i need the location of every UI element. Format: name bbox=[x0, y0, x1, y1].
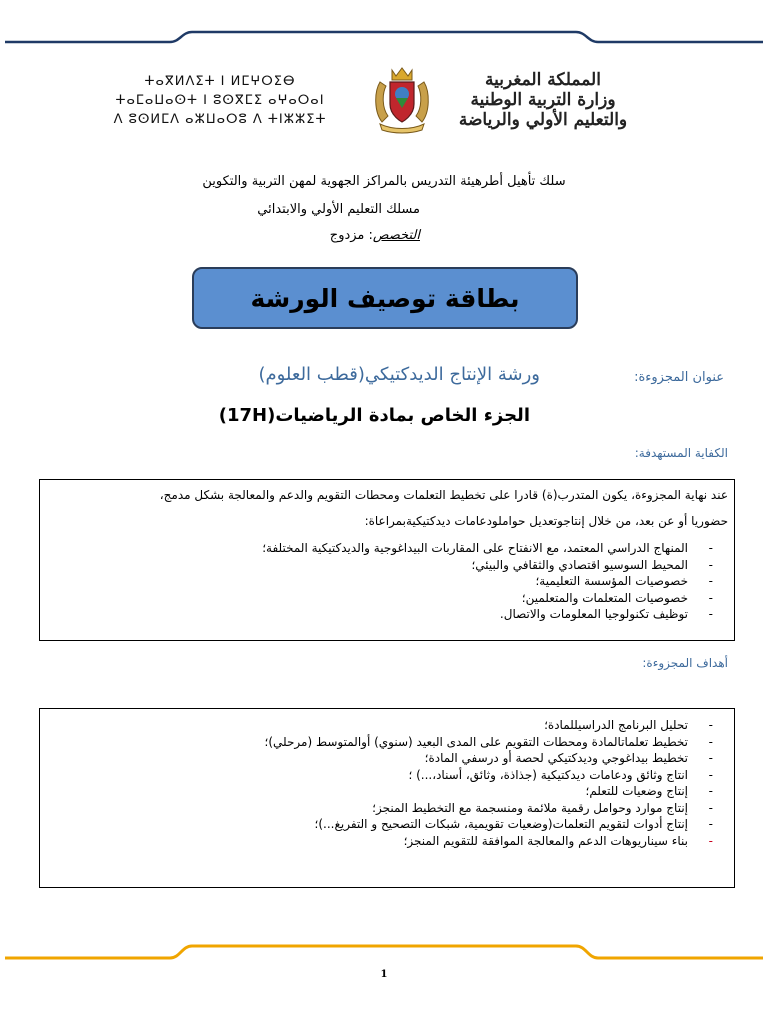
ministry-tz-line-3: ⴷ ⵓⵙⵍⵎⴷ ⴰⵣⵡⴰⵔⵓ ⴷ ⵜⵏⵣⵣⵉⵜ bbox=[113, 112, 327, 127]
competence-list bbox=[46, 540, 728, 623]
objectives-list bbox=[46, 717, 728, 849]
list-item: - توظيف تكنولوجيا المعلومات والاتصال. bbox=[499, 607, 713, 621]
card-title-box bbox=[192, 267, 578, 329]
list-item: - إنتاج وضعيات للتعلم؛ bbox=[585, 784, 713, 798]
program-line-1: سلك تأهيل أطرهيئة التدريس بالمراكز الجهوية لمهن التربية والتكوين bbox=[202, 174, 566, 189]
ministry-tz-line-2: ⵜⴰⵎⴰⵡⴰⵙⵜ ⵏ ⵓⵙⴳⵎⵉ ⴰⵖⴰⵔⴰⵏ bbox=[115, 93, 325, 108]
list-item: - تحليل البرنامج الدراسيللمادة؛ bbox=[544, 718, 713, 732]
competence-box bbox=[39, 479, 735, 641]
ministry-name-tifinagh bbox=[95, 72, 345, 129]
list-item: - المنهاج الدراسي المعتمد، مع الانفتاح على المقاربات البيداغوجية والديدكتيكية المختلفة؛ bbox=[262, 541, 713, 555]
top-decorative-rule bbox=[0, 28, 768, 48]
list-item: - خصوصيات المتعلمات والمتعلمين؛ bbox=[521, 590, 713, 605]
list-item: - إنتاج موارد وحوامل رقمية ملائمة ومنسجمة مع التخطيط المنجز؛ bbox=[372, 800, 713, 815]
card-title: بطاقة توصيف الورشة bbox=[250, 283, 520, 313]
ministry-name-arabic bbox=[443, 70, 643, 130]
objectives-label: أهداف المجزوءة: bbox=[642, 656, 728, 670]
list-item: - خصوصيات المؤسسة التعليمية؛ bbox=[535, 574, 713, 588]
module-title: ورشة الإنتاج الديدكتيكي(قطب العلوم) bbox=[258, 364, 540, 385]
ministry-ar-line-1: المملكة المغربية bbox=[485, 70, 601, 90]
competence-intro-1: عند نهاية المجزوءة، يكون المتدرب(ة) قادرا على تخطيط التعلمات ومحطات التقويم والدعم والمعالجة بشكل مدمج، bbox=[159, 488, 728, 502]
bottom-decorative-rule bbox=[0, 942, 768, 962]
list-item: - المحيط السوسيو اقتصادي والثقافي والبيئي؛ bbox=[471, 557, 713, 572]
list-item: - تخطيط بيداغوجي وديدكتيكي لحصة أو درسفي المادة؛ bbox=[424, 751, 713, 765]
program-line-2: مسلك التعليم الأولي والابتدائي bbox=[257, 202, 420, 217]
specialty-value: : مزدوج bbox=[329, 228, 373, 243]
list-item: - بناء سيناريوهات الدعم والمعالجة الموافقة للتقويم المنجز؛ bbox=[403, 833, 713, 848]
objectives-box bbox=[39, 708, 735, 888]
list-item: - إنتاج أدوات لتقويم التعلمات(وضعيات تقويمية، شبكات التصحيح و التفريغ...)؛ bbox=[314, 817, 713, 831]
module-subtitle: الجزء الخاص بمادة الرياضيات(17H) bbox=[218, 405, 530, 426]
ministry-ar-line-2: وزارة التربية الوطنية bbox=[470, 90, 616, 110]
specialty-label: التخصص bbox=[372, 228, 420, 243]
list-item: - تخطيط تعلماتالمادة ومحطات التقويم على المدى البعيد (سنوي) أوالمتوسط (مرحلي)؛ bbox=[264, 734, 713, 749]
royal-coat-of-arms-icon bbox=[366, 64, 438, 136]
list-item: - انتاج وثائق ودعامات ديدكتيكية (جذاذة، وثائق، أسناد،...) ؛ bbox=[408, 767, 713, 782]
ministry-tz-line-1: ⵜⴰⴳⵍⴷⵉⵜ ⵏ ⵍⵎⵖⵔⵉⴱ bbox=[144, 74, 296, 89]
module-label: عنوان المجزوءة: bbox=[634, 370, 724, 385]
competence-label: الكفاية المستهدفة: bbox=[634, 446, 728, 460]
ministry-ar-line-3: والتعليم الأولي والرياضة bbox=[458, 110, 628, 130]
program-specialty bbox=[330, 228, 420, 243]
competence-intro-2: حضوريا أو عن بعد، من خلال إنتاجوتعديل حواملودعامات ديدكتيكيةبمراعاة: bbox=[364, 514, 728, 528]
page-number: 1 bbox=[380, 969, 388, 980]
